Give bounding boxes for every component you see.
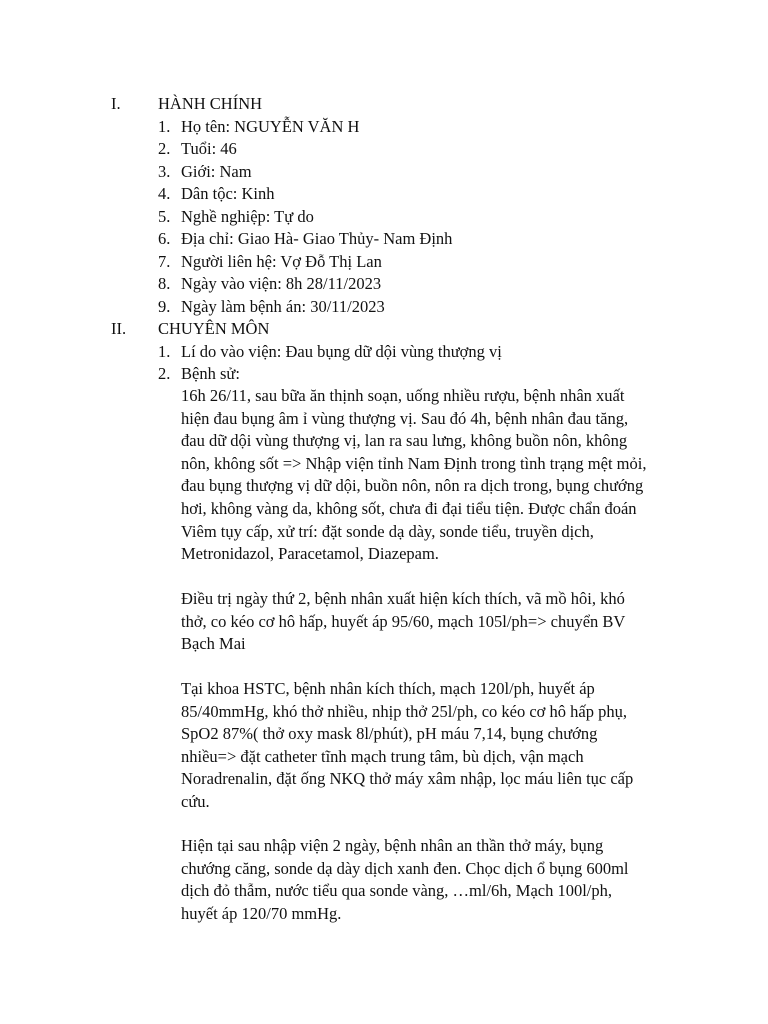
paragraph-line: thở, co kéo cơ hô hấp, huyết áp 95/60, mạch 105l/ph=> chuyển BV: [181, 611, 626, 631]
item-number: 1.: [158, 341, 171, 361]
paragraph-line: cứu.: [181, 791, 210, 811]
item-age: Tuổi: 46: [181, 139, 237, 158]
paragraph-line: nôn, không sốt => Nhập viện tỉnh Nam Định trong tình trạng mệt mỏi,: [181, 453, 647, 473]
item-number: 2.: [158, 364, 171, 383]
paragraph-line: Noradrenalin, đặt ống NKQ thở máy xâm nhập, lọc máu liên tục cấp: [181, 769, 634, 789]
item-address: Địa chỉ: Giao Hà- Giao Thủy- Nam Định: [181, 229, 453, 248]
paragraph-line: Điều trị ngày thứ 2, bệnh nhân xuất hiện kích thích, vã mồ hôi, khó: [181, 589, 625, 608]
section-2-number: II.: [111, 319, 127, 338]
paragraph-line: chướng căng, sonde dạ dày dịch xanh đen. Chọc dịch ổ bụng 600ml: [181, 858, 629, 878]
item-contact-person: Người liên hệ: Vợ Đỗ Thị Lan: [181, 251, 382, 271]
paragraph-line: dịch đỏ thẫm, nước tiểu qua sonde vàng, …ml/6h, Mạch 100l/ph,: [181, 881, 613, 901]
item-number: 1.: [158, 116, 171, 136]
paragraph-line: Hiện tại sau nhập viện 2 ngày, bệnh nhân an thần thở máy, bụng: [181, 836, 604, 855]
item-admission-date: Ngày vào viện: 8h 28/11/2023: [181, 274, 382, 293]
item-ethnicity: Dân tộc: Kinh: [181, 184, 275, 203]
section-2-title: CHUYÊN MÔN: [158, 319, 270, 338]
paragraph-line: Bạch Mai: [181, 634, 246, 654]
item-record-date: Ngày làm bệnh án: 30/11/2023: [181, 296, 385, 316]
paragraph-line: hiện đau bụng âm ỉ vùng thượng vị. Sau đó 4h, bệnh nhân đau tăng,: [181, 408, 629, 428]
paragraph-line: Viêm tụy cấp, xử trí: đặt sonde dạ dày, sonde tiểu, truyền dịch,: [181, 521, 594, 541]
history-paragraph: [181, 835, 691, 925]
history-paragraph: [181, 588, 691, 656]
paragraph-line: hơi, không vàng da, không sốt, chưa đi đại tiểu tiện. Được chẩn đoán: [181, 498, 637, 518]
item-admission-reason: Lí do vào viện: Đau bụng dữ dội vùng thượng vị: [181, 341, 502, 361]
section-1-title: HÀNH CHÍNH: [158, 94, 263, 113]
paragraph-line: nhiều=> đặt catheter tĩnh mạch trung tâm, bù dịch, vận mạch: [181, 746, 584, 766]
item-number: 2.: [158, 139, 171, 158]
section-1-number: I.: [111, 94, 121, 113]
item-number: 6.: [158, 229, 171, 248]
item-number: 8.: [158, 274, 171, 293]
item-number: 3.: [158, 161, 171, 181]
history-paragraph: [181, 385, 691, 566]
paragraph-line: đau bụng thượng vị dữ dội, buồn nôn, nôn ra dịch trong, bụng chướng: [181, 476, 644, 496]
paragraph-line: SpO2 87%( thở oxy mask 8l/phút), pH máu 7,14, bụng chướng: [181, 724, 598, 744]
item-gender: Giới: Nam: [181, 161, 252, 181]
item-number: 9.: [158, 296, 171, 316]
paragraph-line: đau dữ dội vùng thượng vị, lan ra sau lưng, không buồn nôn, không: [181, 431, 628, 451]
item-full-name: Họ tên: NGUYỄN VĂN H: [181, 116, 360, 136]
paragraph-line: Metronidazol, Paracetamol, Diazepam.: [181, 544, 439, 564]
paragraph-line: Tại khoa HSTC, bệnh nhân kích thích, mạch 120l/ph, huyết áp: [181, 679, 595, 698]
item-number: 5.: [158, 206, 171, 226]
item-medical-history-label: Bệnh sử:: [181, 364, 240, 383]
paragraph-line: 85/40mmHg, khó thở nhiều, nhịp thở 25l/ph, co kéo cơ hô hấp phụ,: [181, 701, 627, 721]
paragraph-line: 16h 26/11, sau bữa ăn thịnh soạn, uống nhiều rượu, bệnh nhân xuất: [181, 386, 625, 405]
paragraph-line: huyết áp 120/70 mmHg.: [181, 903, 342, 923]
item-number: 4.: [158, 184, 171, 203]
item-occupation: Nghề nghiệp: Tự do: [181, 206, 314, 226]
history-paragraph: [181, 678, 691, 814]
item-number: 7.: [158, 251, 171, 271]
